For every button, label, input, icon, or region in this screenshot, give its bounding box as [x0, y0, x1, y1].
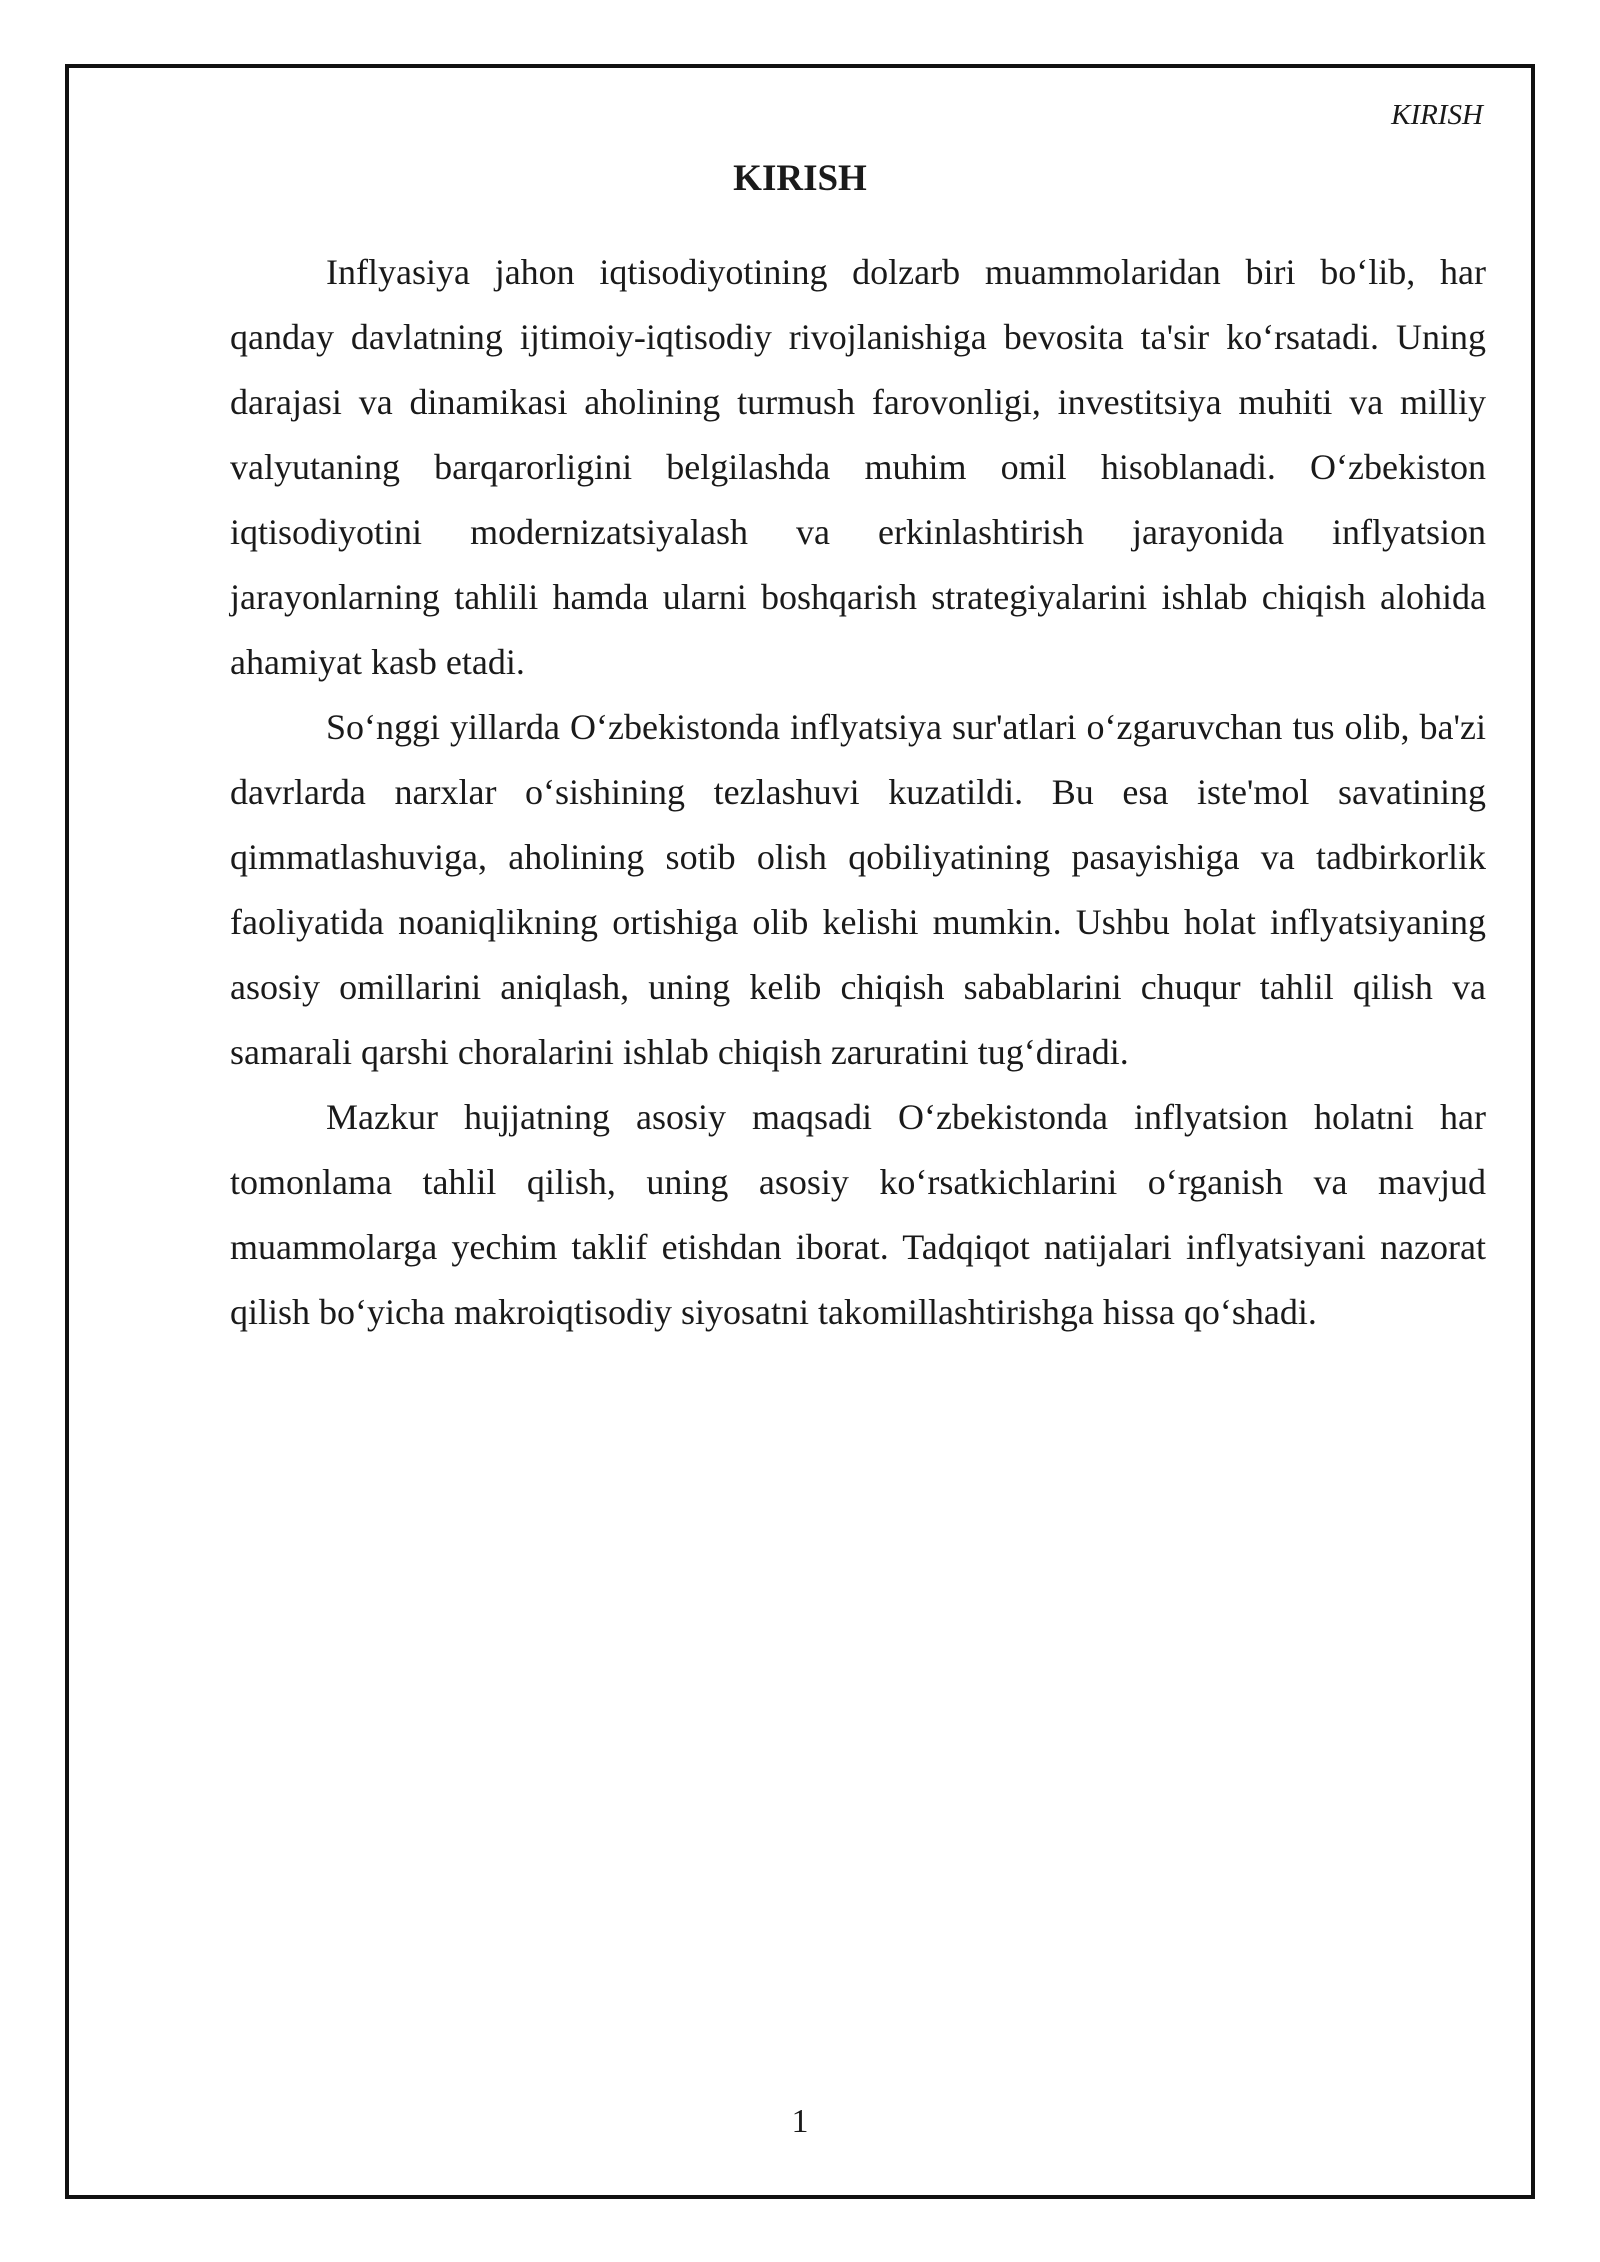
page-number: 1	[791, 2103, 809, 2140]
paragraph-2: So‘nggi yillarda O‘zbekistonda inflyatsiya sur'atlari o‘zgaruvchan tus olib, ba'zi davrlarda narxlar o‘sishining tezlashuvi kuzatildi. Bu esa iste'mol savatining qimmatlashuviga, aholining sotib olish qobiliyatining pasayishiga va tadbirkorlik faoliyatida noaniqlikning ortishiga olib kelishi mumkin. Ushbu holat inflyatsiyaning asosiy omillarini aniqlash, uning kelib chiqish sabablarini chuqur tahlil qilish va samarali qarshi choralarini ishlab chiqish zaruratini tug‘diradi.	[230, 707, 1486, 1072]
paragraph-3: Mazkur hujjatning asosiy maqsadi O‘zbekistonda inflyatsion holatni har tomonlama tahlil qilish, uning asosiy ko‘rsatkichlarini o‘rganish va mavjud muammolarga yechim taklif etishdan iborat. Tadqiqot natijalari inflyatsiyani nazorat qilish bo‘yicha makroiqtisodiy siyosatni takomillashtirishga hissa qo‘shadi.	[230, 1097, 1486, 1332]
page-title: KIRISH	[733, 158, 867, 199]
running-header: KIRISH	[1391, 99, 1483, 131]
body-text	[230, 240, 1486, 1345]
paragraph-1: Inflyasiya jahon iqtisodiyotining dolzarb muammolaridan biri bo‘lib, har qanday davlatning ijtimoiy-iqtisodiy rivojlanishiga bevosita ta'sir ko‘rsatadi. Uning darajasi va dinamikasi aholining turmush farovonligi, investitsiya muhiti va milliy valyutaning barqarorligini belgilashda muhim omil hisoblanadi. O‘zbekiston iqtisodiyotini modernizatsiyalash va erkinlashtirish jarayonida inflyatsion jarayonlarning tahlili hamda ularni boshqarish strategiyalarini ishlab chiqish alohida ahamiyat kasb etadi.	[230, 252, 1486, 682]
page-frame	[65, 64, 1535, 2199]
